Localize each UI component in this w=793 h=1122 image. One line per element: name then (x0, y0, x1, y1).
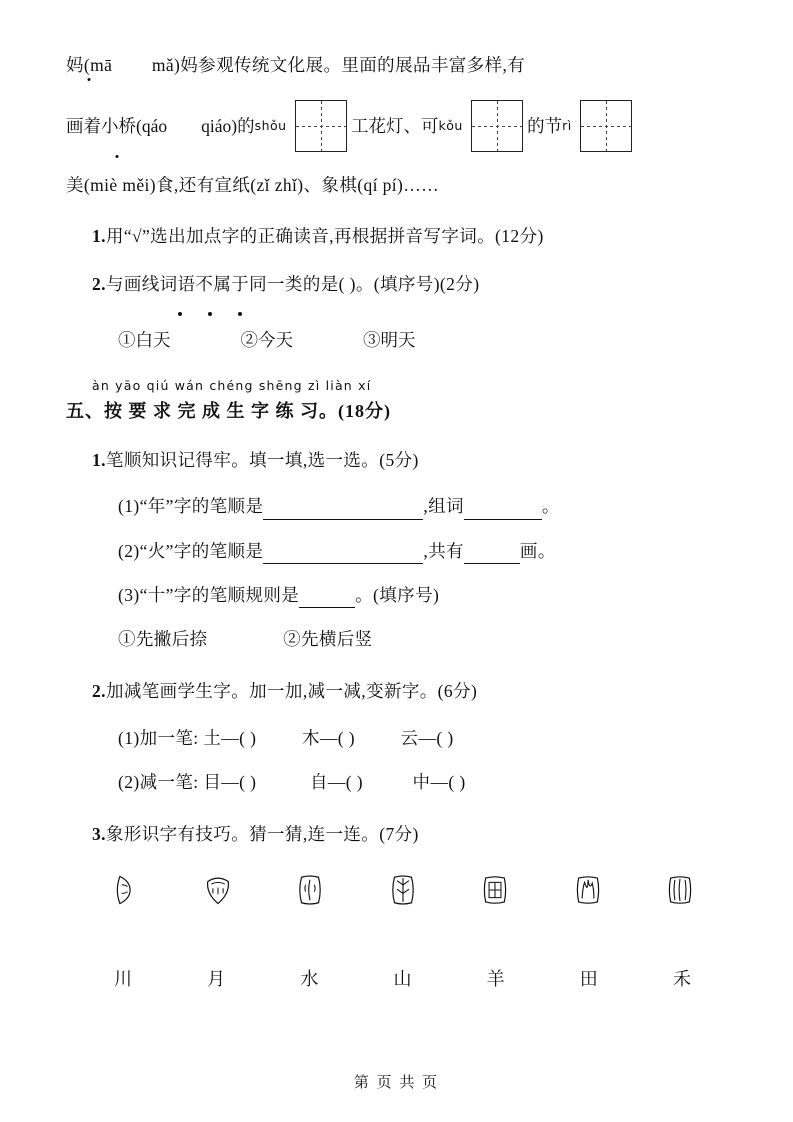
character-yue[interactable]: 月 (207, 969, 226, 990)
answer-blank-word-nian[interactable] (464, 501, 542, 520)
task-2-row-1-label: (1)加一笔: (118, 727, 199, 748)
question-2-options (66, 327, 731, 352)
question-2-text: 与画线词语不属于同一类的是( )。(填序号)(2分) (105, 273, 480, 294)
task-1-item-2-label: (2) (118, 540, 140, 561)
passage-line-1-a: 妈(mā (66, 55, 113, 75)
question-2 (66, 271, 731, 297)
pictograph-river-icon[interactable] (663, 873, 697, 907)
task-2-row-2 (66, 769, 731, 795)
task-1-text: 笔顺知识记得牢。填一填,选一选。(5分) (105, 450, 419, 470)
task-2-number: 2. (92, 681, 106, 702)
task-1-item-1-label: (1) (118, 496, 140, 517)
answer-blank-stroke-order-nian[interactable] (263, 501, 423, 520)
task-1-option-1[interactable]: ①先撇后捺 (118, 629, 208, 649)
character-shan[interactable]: 山 (393, 969, 412, 990)
character-yang[interactable]: 羊 (486, 969, 505, 990)
section-heading-pinyin: àn yāo qiú wán chéng shēng zì liàn xí (92, 378, 372, 393)
task-1-item-2-post: 画。 (519, 540, 556, 561)
task-2-row-1 (66, 725, 731, 751)
task-2-title (66, 678, 731, 704)
tianzige-box[interactable] (580, 100, 632, 152)
passage-line-2-c: 工花灯、可 (350, 116, 439, 137)
task-2-row-1-item-1[interactable]: 土—( ) (203, 727, 257, 748)
task-1-number: 1. (92, 450, 106, 470)
task-2-text: 加减笔画学生字。加一加,减一减,变新字。(6分) (105, 681, 478, 702)
section-heading: 五、按 要 求 完 成 生 字 练 习。(18分) (66, 401, 391, 421)
grid-pinyin-shou: shǒu (254, 118, 287, 134)
answer-blank-rule-shi[interactable] (299, 590, 355, 609)
task-1-item-1-pre: “年”字的笔顺是 (139, 496, 264, 517)
task-1-item-3-post: 。(填序号) (355, 584, 440, 605)
task-3-number: 3. (92, 824, 106, 844)
passage-line-2 (66, 100, 731, 152)
question-2-option-3[interactable]: ③明天 (363, 330, 416, 350)
task-1-item-3 (66, 582, 731, 608)
character-row (66, 965, 731, 991)
question-1 (66, 223, 731, 249)
task-1-item-2 (66, 538, 731, 564)
character-tian[interactable]: 田 (579, 969, 598, 990)
task-1-item-2-mid: ,共有 (423, 540, 464, 561)
passage-line-2-d: 的节 (527, 116, 563, 137)
passage-line-3: 美(miè měi)食,还有宣纸(zǐ zhǐ)、象棋(qí pí)…… (66, 175, 440, 196)
task-1-item-1-mid: ,组词 (423, 496, 464, 517)
pictograph-moon-icon[interactable] (108, 873, 142, 907)
tianzige-box[interactable] (471, 100, 523, 152)
task-3-text: 象形识字有技巧。猜一猜,连一连。(7分) (105, 824, 419, 844)
question-2-option-2[interactable]: ②今天 (240, 330, 293, 350)
answer-grid-shou[interactable] (255, 100, 351, 152)
task-1-item-1-post: 。 (541, 496, 560, 517)
answer-blank-stroke-order-huo[interactable] (263, 545, 423, 564)
grid-pinyin-ri: rì (562, 118, 572, 134)
character-chuan[interactable]: 川 (114, 969, 132, 990)
task-2-row-1-item-3[interactable]: 云—( ) (400, 727, 454, 748)
task-1-item-3-label: (3) (118, 584, 140, 605)
tianzige-box[interactable] (295, 100, 347, 152)
task-3-title (66, 821, 731, 847)
task-2-row-1-item-2[interactable]: 木—( ) (301, 727, 355, 748)
task-2-row-2-item-1[interactable]: 目—( ) (203, 771, 257, 792)
passage-line-1-b: mǎ)妈参观传统文化展。里面的展品丰富多样,有 (151, 55, 526, 75)
pictograph-row (66, 873, 731, 907)
task-1-item-3-pre: “十”字的笔顺规则是 (139, 584, 300, 605)
passage-line-2-b: qiáo)的 (201, 116, 255, 137)
task-1-item-1 (66, 493, 731, 519)
page-footer: 第 页 共 页 (353, 1075, 440, 1091)
character-shui[interactable]: 水 (300, 969, 319, 990)
pictograph-sheep-icon[interactable] (201, 873, 235, 907)
task-1-item-2-pre: “火”字的笔顺是 (139, 540, 264, 561)
task-1-title (66, 447, 731, 473)
passage-line-1 (66, 52, 731, 78)
task-1-options (66, 626, 731, 652)
grid-pinyin-kou: kǒu (438, 118, 463, 134)
answer-blank-count-huo[interactable] (464, 545, 520, 564)
question-2-option-1[interactable]: ①白天 (118, 330, 171, 350)
answer-grid-ri[interactable] (562, 100, 636, 152)
task-2-row-2-label: (2)减一笔: (118, 771, 199, 792)
pictograph-mountain-icon[interactable] (571, 873, 605, 907)
answer-grid-kou[interactable] (438, 100, 527, 152)
task-1-option-2[interactable]: ②先横后竖 (283, 629, 373, 649)
question-1-number: 1. (92, 225, 106, 246)
question-2-dots (66, 303, 731, 321)
question-1-text: 用“√”选出加点字的正确读音,再根据拼音写字词。(12分) (105, 225, 544, 246)
pictograph-field-icon[interactable] (478, 873, 512, 907)
pictograph-grain-icon[interactable] (386, 873, 420, 907)
question-2-number: 2. (92, 273, 106, 294)
passage-line-2-a: 画着小桥(qáo (66, 113, 167, 152)
character-he[interactable]: 禾 (672, 969, 691, 990)
task-2-row-2-item-2[interactable]: 自—( ) (309, 771, 363, 792)
task-2-row-2-item-3[interactable]: 中—( ) (412, 771, 466, 792)
pictograph-water-icon[interactable] (293, 873, 327, 907)
